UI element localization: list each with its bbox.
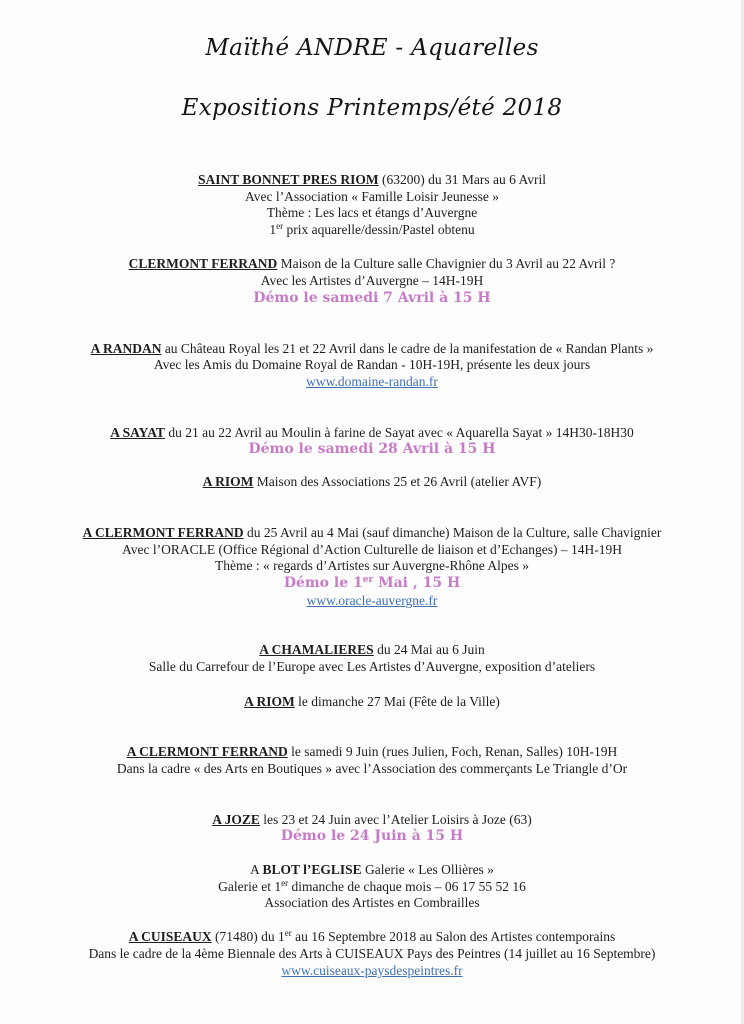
entry-randan-line1 [0, 341, 744, 357]
entry-text: (63200) du 31 Mars au 6 Avril [378, 172, 547, 187]
entry-text: Maison de la Culture salle Chavignier du 3 Avril au 22 Avril ? [277, 256, 616, 271]
place-name: A JOZE [212, 812, 260, 827]
superscript: er [284, 928, 292, 938]
place-name: BLOT l’EGLISE [262, 862, 362, 877]
entry-text: du 21 au 22 Avril au Moulin à farine de Sayat avec « Aquarella Sayat » 14H30-18H30 [164, 425, 634, 440]
entry-text: du 25 Avril au 4 Mai (sauf dimanche) Maison de la Culture, salle Chavignier [243, 525, 662, 540]
place-name: A CHAMALIERES [259, 642, 374, 657]
entry-cuiseaux-link-row [0, 963, 744, 979]
place-name: CLERMONT FERRAND [128, 256, 278, 271]
entry-clermont2-line1 [0, 525, 744, 541]
entry-text: Galerie et 1 [218, 879, 282, 894]
entry-text: le dimanche 27 Mai (Fête de la Ville) [294, 694, 500, 709]
entry-text: A [250, 862, 263, 877]
place-name: A CLERMONT FERRAND [126, 744, 288, 759]
superscript: er [281, 878, 289, 888]
website-link[interactable]: www.cuiseaux-paysdespeintres.fr [281, 963, 463, 978]
entry-text: le samedi 9 Juin (rues Julien, Foch, Renan, Salles) 10H-19H [287, 744, 618, 759]
place-name: A RIOM [244, 694, 295, 709]
place-name: A SAYAT [110, 425, 165, 440]
demo-text: Mai , 15 H [373, 575, 461, 591]
entry-text: du 24 Mai au 6 Juin [373, 642, 485, 657]
entry-blot-line3: Association des Artistes en Combrailles [264, 895, 480, 910]
entry-text: prix aquarelle/dessin/Pastel obtenu [283, 222, 475, 237]
entry-saint-bonnet-line4 [0, 222, 744, 238]
entry-text: dimanche de chaque mois – 06 17 55 52 16 [288, 879, 526, 894]
demo-note: Démo le samedi 28 Avril à 15 H [248, 441, 496, 457]
entry-clermont2-line2: Avec l’ORACLE (Office Régional d’Action Culturelle de liaison et d’Echanges) – 14H-19H [122, 542, 622, 557]
entry-text: au 16 Septembre 2018 au Salon des Artistes contemporains [291, 929, 616, 944]
place-name: SAINT BONNET PRES RIOM [197, 172, 379, 187]
entry-cuiseaux-line1 [0, 929, 744, 945]
entry-randan-link-row [0, 374, 744, 390]
entry-blot-line1 [0, 862, 744, 878]
superscript: er [276, 221, 284, 231]
entry-text: au Château Royal les 21 et 22 Avril dans le cadre de la manifestation de « Randan Plants » [161, 341, 654, 356]
entry-riom2-line1 [0, 694, 744, 710]
entry-chamalieres-line2: Salle du Carrefour de l’Europe avec Les Artistes d’Auvergne, exposition d’ateliers [148, 659, 596, 674]
superscript: er [362, 575, 374, 585]
entry-joze-line1 [0, 812, 744, 828]
entry-clermont2-line3: Thème : « regards d’Artistes sur Auvergne-Rhône Alpes » [215, 558, 529, 573]
document-title: Maïthé ANDRE - Aquarelles [205, 35, 539, 61]
demo-note [0, 575, 744, 591]
entry-blot-line2 [0, 879, 744, 895]
demo-text: Démo le 1 [283, 575, 363, 591]
entry-riom1-line1 [0, 474, 744, 490]
entry-text: Galerie « Les Ollières » [361, 862, 494, 877]
entry-cuiseaux-line2: Dans le cadre de la 4ème Biennale des Arts à CUISEAUX Pays des Peintres (14 juillet au 16 Septembre) [88, 946, 656, 961]
entry-text: 1 [269, 222, 277, 237]
place-name: A CLERMONT FERRAND [82, 525, 244, 540]
demo-note: Démo le samedi 7 Avril à 15 H [253, 290, 491, 306]
entry-clermont3-line1 [0, 744, 744, 760]
entry-text: Maison des Associations 25 et 26 Avril (atelier AVF) [253, 474, 542, 489]
entry-sayat-line1 [0, 425, 744, 441]
entry-clermont3-line2: Dans la cadre « des Arts en Boutiques » avec l’Association des commerçants Le Triangle d’Or [116, 761, 628, 776]
entry-text: (71480) du 1 [211, 929, 285, 944]
document-subtitle: Expositions Printemps/été 2018 [181, 95, 563, 121]
entry-chamalieres-line1 [0, 642, 744, 658]
website-link[interactable]: www.oracle-auvergne.fr [306, 593, 438, 608]
place-name: A CUISEAUX [128, 929, 212, 944]
entry-text: les 23 et 24 Juin avec l’Atelier Loisirs à Joze (63) [259, 812, 532, 827]
entry-clermont2-link-row [0, 593, 744, 609]
entry-saint-bonnet-line1 [0, 172, 744, 188]
demo-note: Démo le 24 Juin à 15 H [280, 828, 464, 844]
entry-randan-line2: Avec les Amis du Domaine Royal de Randan - 10H-19H, présente les deux jours [153, 357, 591, 372]
entry-clermont1-line2: Avec les Artistes d’Auvergne – 14H-19H [260, 273, 484, 288]
place-name: A RIOM [202, 474, 254, 489]
place-name: A RANDAN [90, 341, 162, 356]
entry-saint-bonnet-line3: Thème : Les lacs et étangs d’Auvergne [266, 205, 478, 220]
entry-saint-bonnet-line2: Avec l’Association « Famille Loisir Jeunesse » [245, 189, 499, 204]
entry-clermont1-line1 [0, 256, 744, 272]
website-link[interactable]: www.domaine-randan.fr [306, 374, 438, 389]
